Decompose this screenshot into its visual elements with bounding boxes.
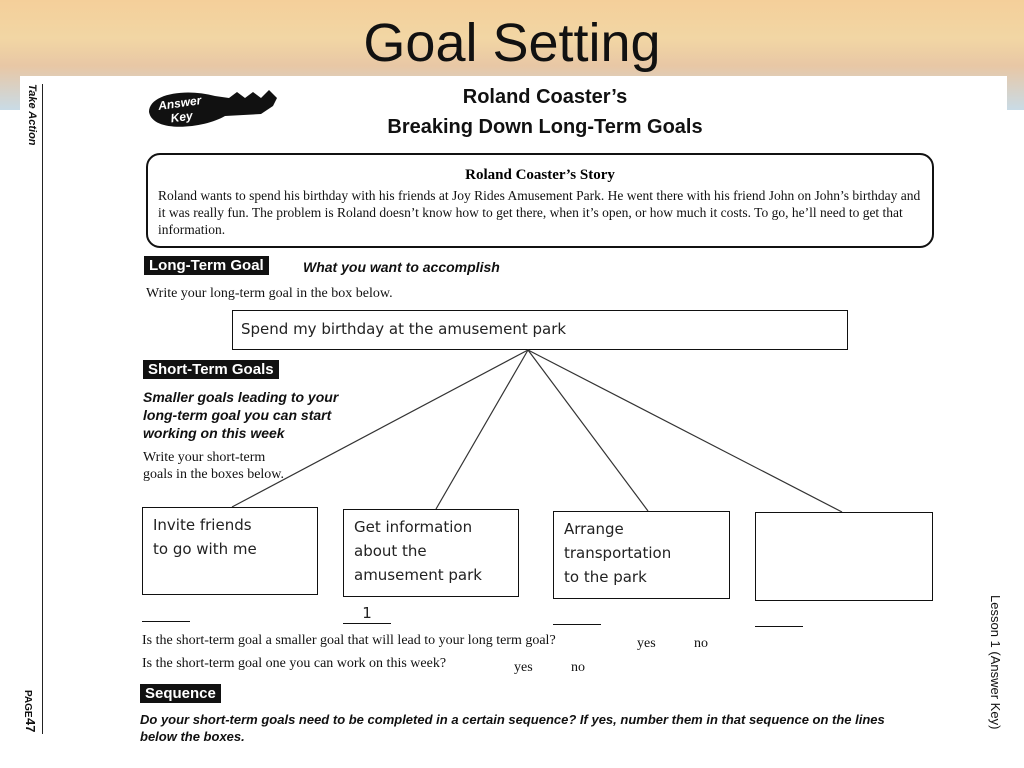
short-term-goals-label: Short-Term Goals (143, 360, 279, 379)
sequence-label: Sequence (140, 684, 221, 703)
slide-title: Goal Setting (363, 13, 661, 73)
short-term-goal-box-4 (755, 512, 933, 601)
question-2-yes: yes (514, 660, 533, 675)
question-2-no: no (571, 660, 585, 675)
worksheet-title-line2: Breaking Down Long-Term Goals (387, 116, 703, 138)
sequence-blank-1 (142, 621, 190, 622)
short-term-goals-subtitle: Smaller goals leading to your long-term goal you can start working on this week (143, 389, 339, 441)
long-term-goal-label: Long-Term Goal (144, 256, 269, 275)
short-term-goal-box-3 (553, 511, 730, 599)
question-2: Is the short-term goal one you can work on this week? (142, 656, 447, 671)
side-label-take-action: Take Action (26, 84, 38, 146)
question-1-yes: yes (637, 636, 656, 651)
page-number: 47 (23, 718, 38, 733)
sequence-text: Do your short-term goals need to be completed in a certain sequence? If yes, number them in that sequence on the lines below the boxes. (140, 712, 885, 744)
short-term-goal-text-1: Invite friends to go with me (153, 516, 257, 558)
short-term-goal-text-2: Get information about the amusement park (354, 518, 482, 584)
worksheet-title-line1: Roland Coaster’s (462, 86, 628, 108)
side-label-lesson: Lesson 1 (Answer Key) (988, 595, 1003, 730)
long-term-goal-instruction: Write your long-term goal in the box below. (146, 286, 393, 301)
sequence-number-2: 1 (362, 604, 372, 622)
short-term-goals-instruction: Write your short-term goals in the boxes below. (143, 450, 285, 482)
sequence-blank-3 (553, 624, 601, 625)
story-text: Roland wants to spend his birthday with his friends at Joy Rides Amusement Park. He went there with his friend John on John’s birthday and it was really fun. The problem is Roland doesn’t know how to get there, when it’s open, or how much it costs. To go, he’ll need to get that information. (158, 188, 921, 237)
short-term-goal-box-2 (343, 509, 519, 597)
answer-key-text: Answer Key (157, 93, 203, 126)
short-term-goal-text-3: Arrange transportation to the park (564, 520, 672, 586)
connector-line-4 (528, 350, 842, 512)
long-term-goal-subtitle: What you want to accomplish (303, 259, 500, 275)
sequence-blank-2 (343, 623, 391, 624)
long-term-goal-text: Spend my birthday at the amusement park (241, 320, 567, 338)
page-label: PAGE (22, 690, 33, 718)
connector-line-3 (528, 350, 648, 511)
question-1: Is the short-term goal a smaller goal that will lead to your long term goal? (142, 633, 556, 648)
sequence-blank-4 (755, 626, 803, 627)
question-1-no: no (694, 636, 708, 651)
story-title: Roland Coaster’s Story (465, 167, 615, 183)
short-term-goal-box-1 (142, 507, 318, 595)
